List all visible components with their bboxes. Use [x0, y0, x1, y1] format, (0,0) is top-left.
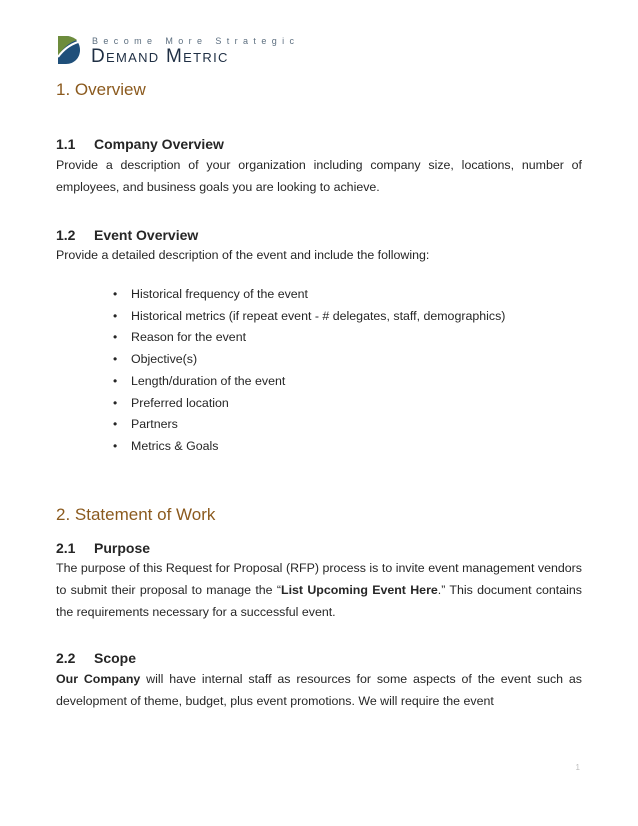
- section-2-heading: 2. Statement of Work: [56, 504, 216, 524]
- purpose-text: The purpose of this Request for Proposal (RFP) process is to invite event management vendors to submit their proposal to manage the “List Upcoming Event Here.” This document contains the requirements necessary for a successful event.: [56, 560, 582, 619]
- document-content: [56, 80, 582, 712]
- subsection-title: Scope: [94, 649, 137, 666]
- subsection-number: 2.1: [56, 539, 76, 556]
- section-1-heading: 1. Overview: [56, 80, 146, 99]
- subsection-number: 2.2: [56, 649, 76, 666]
- subsection-1-2-heading: [56, 227, 582, 243]
- subsection-title: Purpose: [94, 539, 151, 556]
- list-item: • Objective(s): [56, 349, 582, 371]
- page-number: 1: [575, 763, 580, 772]
- logo-brand-name: Demand Metric: [91, 46, 229, 67]
- company-overview-text: Provide a description of your organization including company size, locations, number of employees, and business goals you are looking to achieve.: [56, 158, 582, 194]
- list-item: • Partners: [56, 414, 582, 436]
- subsection-number: 1.2: [56, 227, 76, 243]
- subsection-number: 1.1: [56, 136, 76, 152]
- list-item: • Metrics & Goals: [56, 436, 582, 458]
- event-overview-text: Provide a detailed description of the event and include the following:: [56, 248, 430, 262]
- event-details-list: [56, 284, 582, 458]
- subsection-title: Company Overview: [94, 136, 224, 152]
- subsection-1-1-heading: [56, 136, 582, 152]
- company-placeholder: Our Company: [56, 671, 141, 686]
- logo-mark-icon: [56, 35, 82, 65]
- demand-metric-logo: [56, 35, 306, 69]
- list-item: • Historical frequency of the event: [56, 284, 582, 306]
- list-item: • Reason for the event: [56, 327, 582, 349]
- list-item: • Preferred location: [56, 393, 582, 415]
- scope-text: Our Company will have internal staff as resources for some aspects of the event such as development of theme, budget, plus event promotions. We will require the event: [56, 671, 582, 708]
- subsection-2-1-heading: [56, 540, 582, 556]
- list-item: • Length/duration of the event: [56, 371, 582, 393]
- logo-tagline: Become More Strategic: [92, 36, 300, 46]
- event-placeholder: List Upcoming Event Here: [281, 582, 438, 597]
- subsection-title: Event Overview: [94, 227, 199, 243]
- list-item: • Historical metrics (if repeat event - # delegates, staff, demographics): [56, 306, 582, 328]
- subsection-2-2-heading: [56, 650, 582, 666]
